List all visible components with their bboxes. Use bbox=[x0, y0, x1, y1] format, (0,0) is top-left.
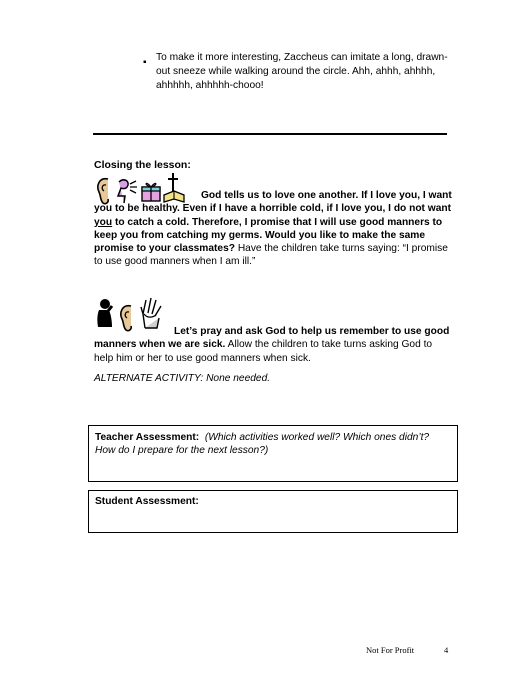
section-divider bbox=[93, 133, 447, 135]
teacher-assessment-box[interactable] bbox=[88, 425, 458, 482]
closing-underlined-word: you bbox=[94, 216, 113, 228]
closing-bold-text-continued: to catch a cold. Therefore, I promise that I will use good manners to keep you from catching my germs. Would you like to make the same promise to your classmates? bbox=[94, 216, 443, 255]
page-number: 4 bbox=[444, 645, 449, 655]
teacher-assessment-prompt: (Which activities worked well? Which ones didn’t? How do I prepare for the next lesson?) bbox=[95, 432, 430, 457]
prayer-instruction-text: Allow the children to take turns asking God to help him or her to use good manners when sick. bbox=[94, 339, 433, 364]
closing-instruction-text: Have the children take turns saying: “I promise to use good manners when I am ill.” bbox=[94, 243, 448, 268]
student-assessment-box[interactable] bbox=[88, 490, 458, 533]
closing-heading: Closing the lesson: bbox=[94, 159, 191, 171]
prayer-bold-text: Let’s pray and ask God to help us remember to use good manners when we are sick. bbox=[94, 326, 450, 351]
prayer-paragraph bbox=[94, 325, 454, 365]
footer-label: Not For Profit bbox=[366, 645, 415, 655]
alternate-activity: ALTERNATE ACTIVITY: None needed. bbox=[94, 373, 271, 384]
teacher-assessment-label: Teacher Assessment: bbox=[95, 432, 200, 443]
closing-paragraph bbox=[94, 189, 454, 269]
bullet-marker: ▪ bbox=[143, 57, 147, 68]
closing-bold-text: God tells us to love one another. If I love you, I want you to be healthy. Even if I have a horrible cold, if I love you, I do not want bbox=[94, 190, 452, 215]
bullet-text: To make it more interesting, Zaccheus can imitate a long, drawn-out sneeze while walking around the circle. Ahh, ahhh, ahhhh, ahhhhh, ahhhhh-chooo! bbox=[156, 52, 448, 91]
student-assessment-label: Student Assessment: bbox=[95, 496, 199, 507]
